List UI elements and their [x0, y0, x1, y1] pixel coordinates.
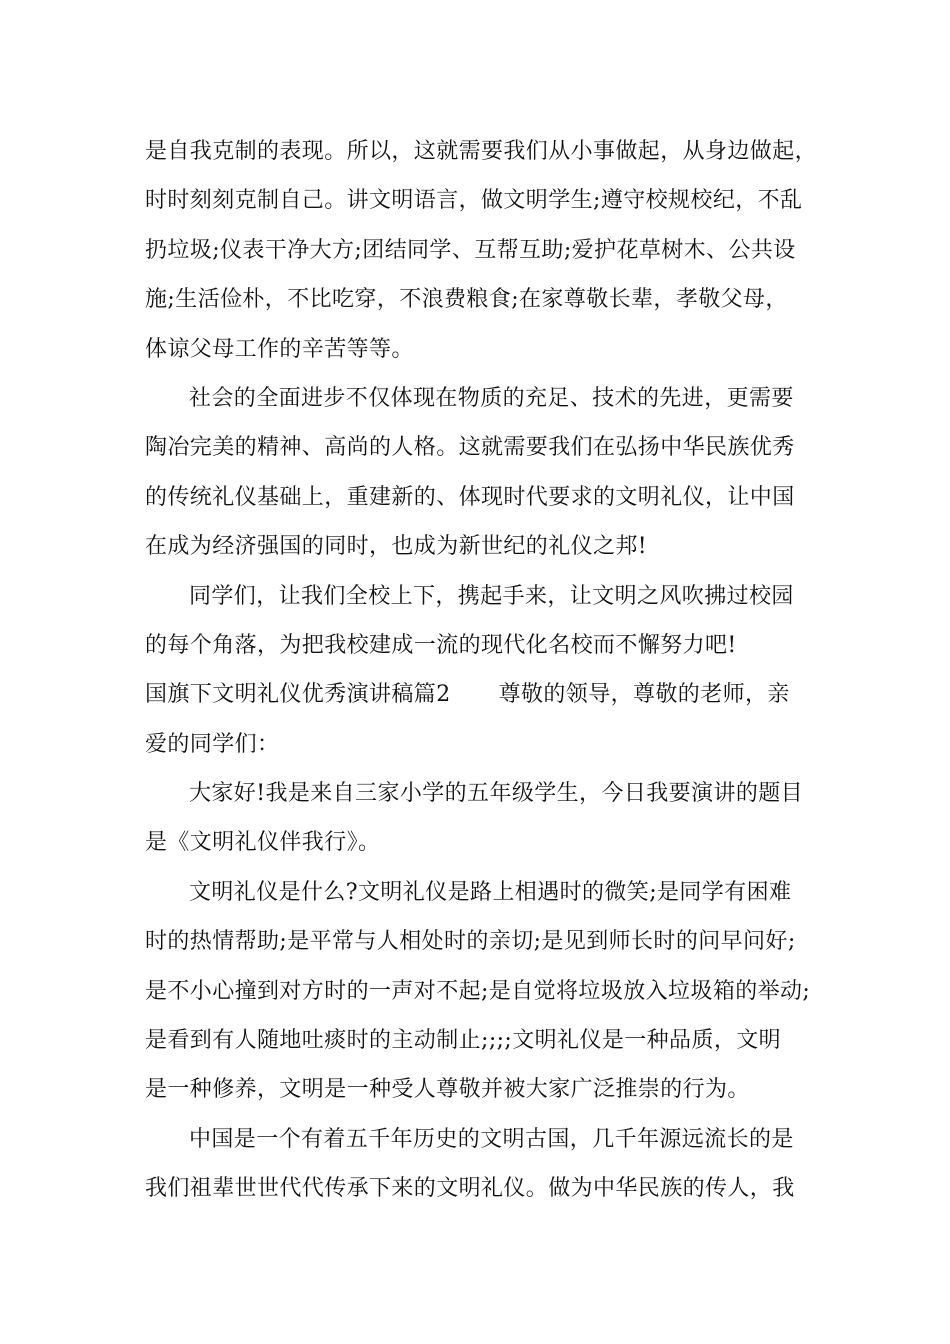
body-line: 时时刻刻克制自己。讲文明语言，做文明学生;遵守校规校纪，不乱	[145, 188, 803, 214]
body-line: 的每个角落，为把我校建成一流的现代化名校而不懈努力吧!	[145, 632, 737, 658]
body-line: 是不小心撞到对方时的一声对不起;是自觉将垃圾放入垃圾箱的举动;	[145, 978, 811, 1004]
body-line: 施;生活俭朴，不比吃穿，不浪费粮食;在家尊敬长辈，孝敬父母，	[145, 287, 788, 313]
body-line: 是《文明礼仪伴我行》。	[145, 830, 381, 856]
body-line: 陶冶完美的精神、高尚的人格。这就需要我们在弘扬中华民族优秀	[145, 435, 795, 461]
paragraph-start-line: 文明礼仪是什么?文明礼仪是路上相遇时的微笑;是同学有困难	[189, 879, 792, 905]
paragraph-start-line: 同学们，让我们全校上下，携起手来，让文明之风吹拂过校园	[189, 583, 794, 609]
body-line: 扔垃圾;仪表干净大方;团结同学、互帮互助;爱护花草树木、公共设	[145, 237, 796, 263]
body-line: 体谅父母工作的辛苦等等。	[145, 336, 414, 362]
heading-line	[145, 670, 815, 719]
paragraph-start-line: 大家好!我是来自三家小学的五年级学生，今日我要演讲的题目	[189, 781, 804, 807]
paragraph-start-line: 中国是一个有着五千年历史的文明古国，几千年源远流长的是	[189, 1126, 794, 1152]
document-body	[145, 127, 818, 1214]
body-line: 时的热情帮助;是平常与人相处时的亲切;是见到师长时的问早问好;	[145, 929, 796, 955]
body-line: 我们祖辈世世代代传承下来的文明礼仪。做为中华民族的传人，我	[145, 1176, 795, 1202]
body-line: 是一种修养，文明是一种受人尊敬并被大家广泛推崇的行为。	[145, 1077, 750, 1103]
body-line: 爱的同学们：	[145, 731, 280, 757]
body-line: 是看到有人随地吐痰时的主动制止;;;;文明礼仪是一种品质，文明	[145, 1028, 782, 1054]
body-line: 是自我克制的表现。所以，这就需要我们从小事做起，从身边做起，	[145, 139, 818, 164]
section-heading: 国旗下文明礼仪优秀演讲稿篇2	[145, 682, 451, 708]
body-line: 在成为经济强国的同时，也成为新世纪的礼仪之邦!	[145, 534, 648, 560]
paragraph-start-line: 社会的全面进步不仅体现在物质的充足、技术的先进，更需要	[189, 385, 794, 411]
body-line: 的传统礼仪基础上，重建新的、体现时代要求的文明礼仪，让中国	[145, 484, 795, 510]
heading-trailing-text: 尊敬的领导，尊敬的老师，亲	[498, 682, 790, 708]
